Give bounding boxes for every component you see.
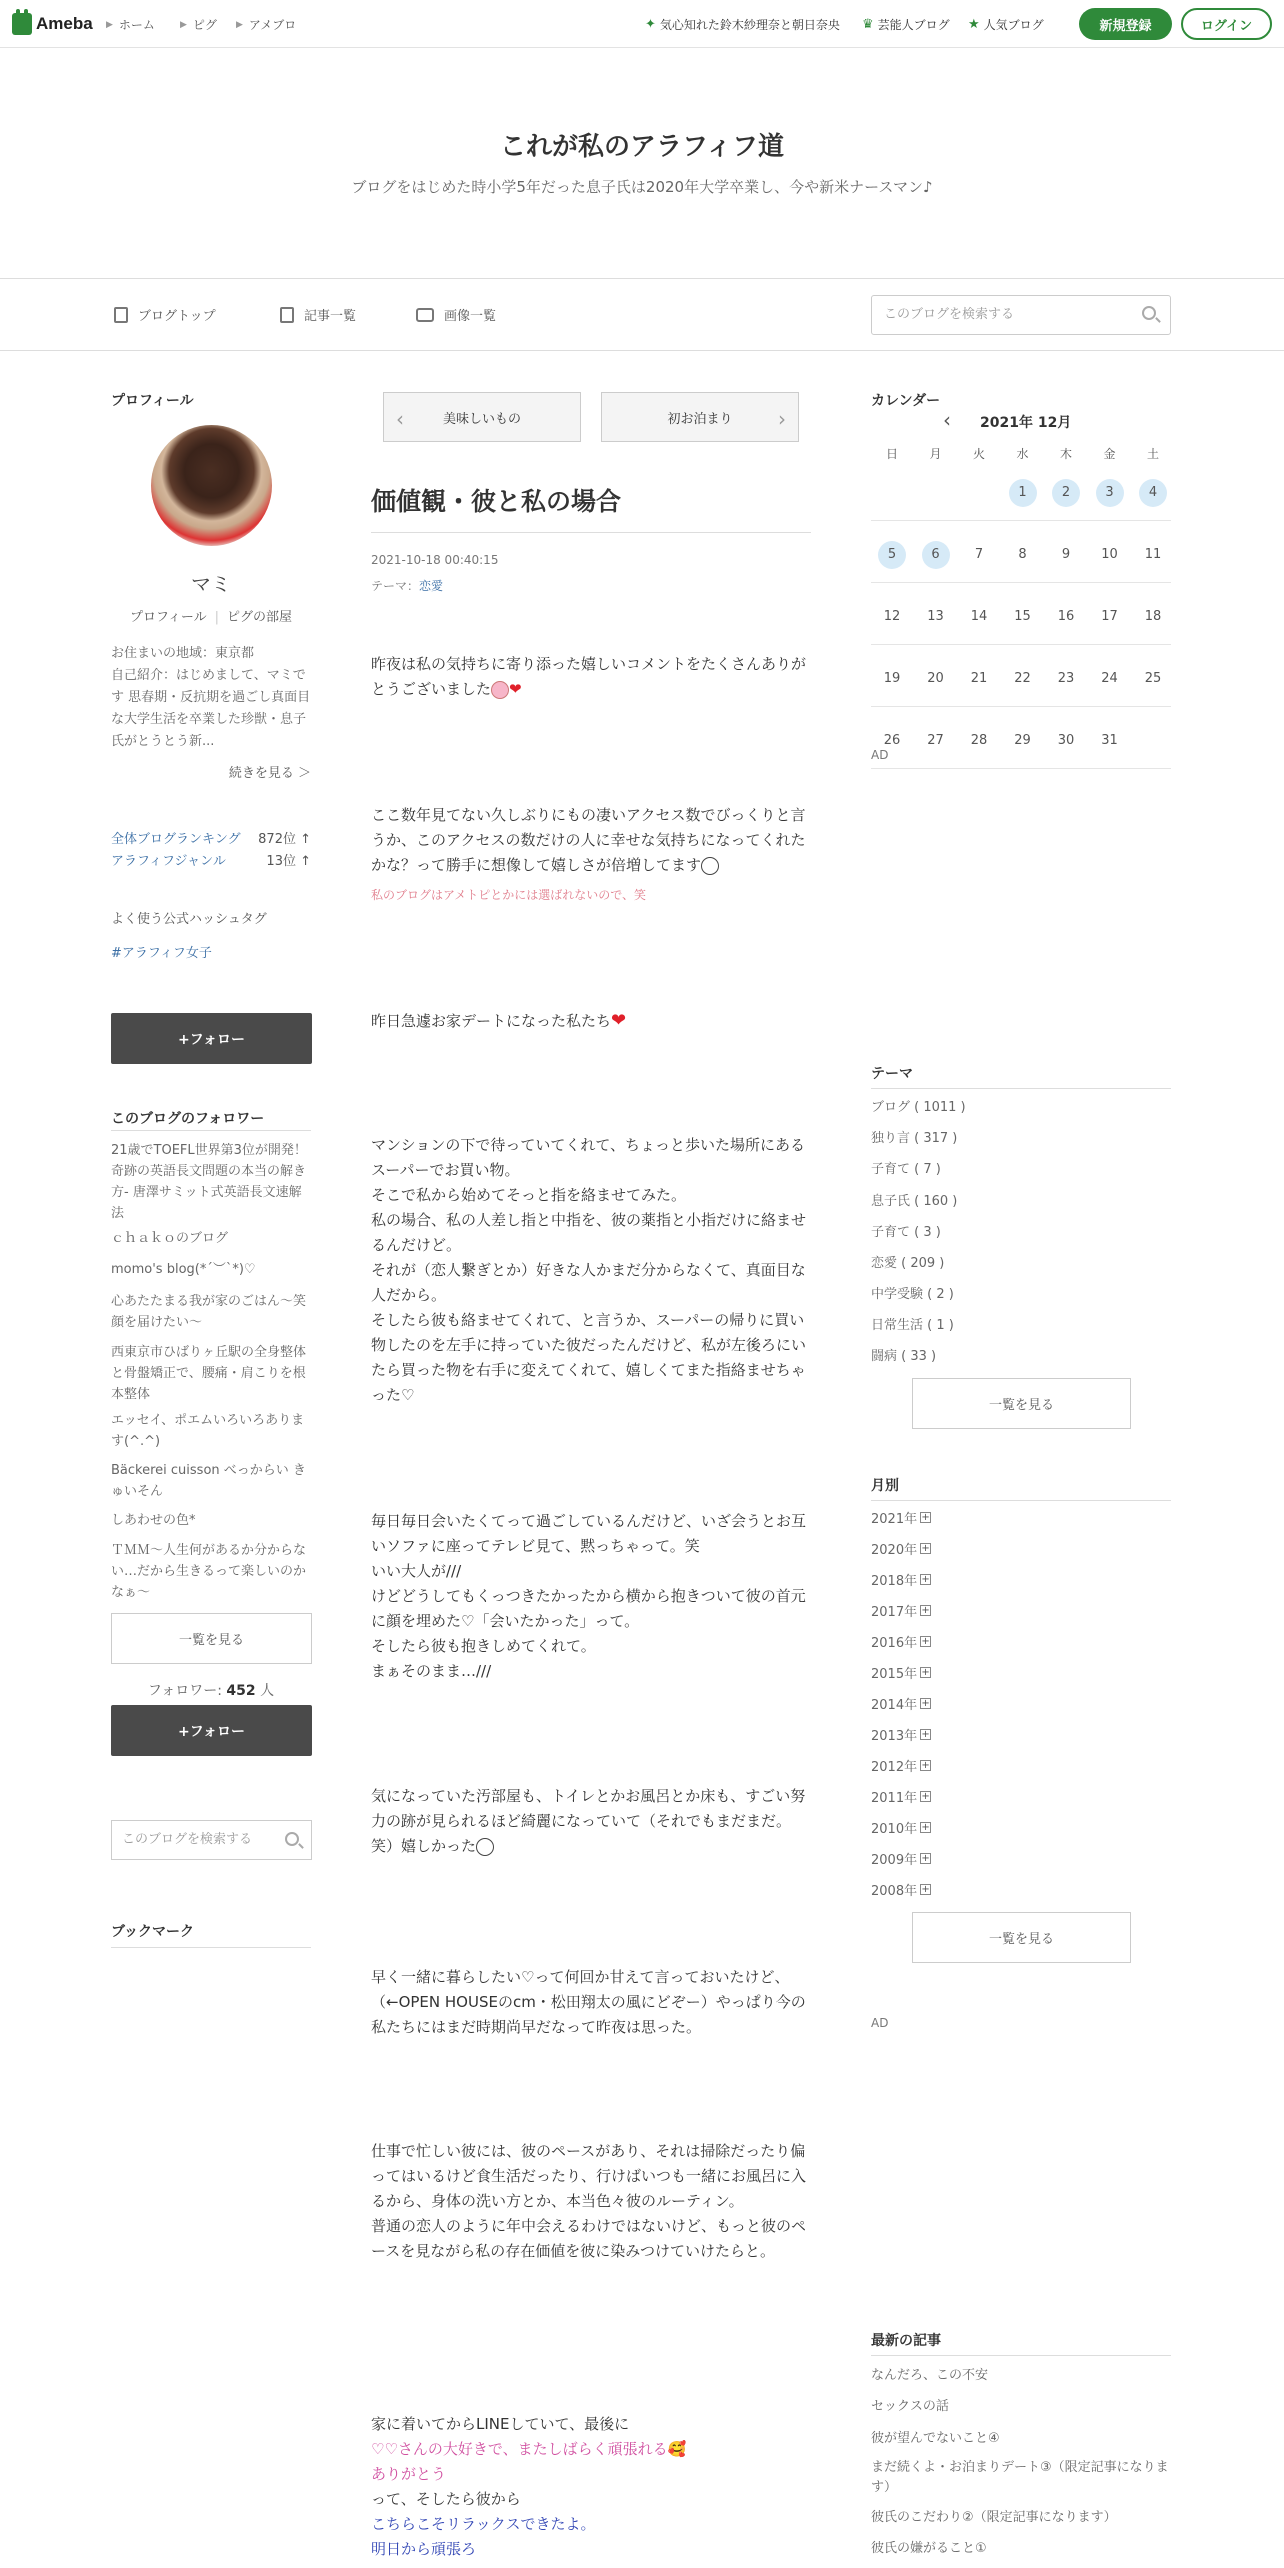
post-date: 2021-10-18 00:40:15 (371, 553, 499, 567)
avatar[interactable] (151, 425, 272, 546)
calendar-weekday: 日 (885, 447, 898, 461)
blog-title[interactable]: これが私のアラフィフ道 (500, 132, 784, 162)
follower-item[interactable]: 心あたたまる我が家のごはん〜笑顔を届けたい〜 (111, 1294, 307, 1330)
expand-icon[interactable]: + (921, 1636, 930, 1647)
prev-post-button[interactable]: ‹ 美味しいもの (383, 392, 581, 442)
top-bar (0, 0, 1284, 48)
calendar-day: 17 (1101, 609, 1118, 624)
month-archive-item[interactable]: 2015年 + (871, 1667, 930, 1682)
month-archive-item[interactable]: 2020年 + (871, 1543, 930, 1558)
follower-item[interactable]: 西東京市ひばりヶ丘駅の全身整体と骨盤矯正で、腰痛・肩こりを根本整体 (111, 1345, 307, 1402)
expand-icon[interactable]: + (921, 1853, 930, 1864)
divider (111, 1947, 311, 1948)
calendar-day: 26 (883, 733, 901, 748)
breadcrumb-ameblo[interactable]: ▶ アメブロ (236, 18, 297, 32)
post-paragraph: 仕事で忙しい彼には、彼のペースがあり、それは掃除だったり偏ってはいるけど食生活だったり、行けばいつも一緒にお風呂に入るから、身体の洗い方とか、本当色々彼のルーティン。 普通の恋人のように年中会えるわけではないけど、もっと彼のペースを見ながら私の存在価値を彼に染みつけていけたらと。 (371, 2142, 807, 2260)
theme-item[interactable]: 子育て ( 3 ) (871, 1225, 941, 1240)
star-icon: ★ (968, 17, 980, 32)
sparkle-icon: ✦ (645, 17, 656, 32)
post-paragraph: 毎日毎日会いたくてって過ごしているんだけど、いざ会うとお互いソファに座ってテレビ見て、黙っちゃって。笑 いい大人が/// けどどうしてもくっつきたかったから横から抱きついて彼の首元に顔を埋めた♡「会いたかった」って。 そしたら彼も抱きしめてくれて。 まぁそのまま…/// (371, 1512, 807, 1680)
divider (871, 706, 1171, 707)
month-archive-item[interactable]: 2017年 + (871, 1605, 930, 1620)
calendar-day: 9 (1061, 547, 1071, 562)
popular-blog-link[interactable]: ★ 人気ブログ (968, 17, 1044, 32)
month-archive-item[interactable]: 2016年 + (871, 1636, 930, 1651)
follower-item[interactable]: しあわせの色* (111, 1513, 196, 1528)
post-paragraph: マンションの下で待っていてくれて、ちょっと歩いた場所にあるスーパーでお買い物。 そこで私から始めてそっと指を絡ませてみた。 私の場合、私の人差し指と中指を、彼の薬指と小指だけに絡ませるんだけど。 それが（恋人繋ぎとか）好きな人かまだ分からなくて、真面目な人だから。 そしたら彼も絡ませてくれて、と言うか、スーパーの帰りに買い物したのを左手に持っていた彼だったんだけど、私が左後ろにいたら買った物を右手に変えてくれて、嬉しくてまた指絡ませちゃった♡ (371, 1136, 807, 1404)
calendar-heading: カレンダー (871, 393, 941, 409)
theme-item[interactable]: 子育て ( 7 ) (871, 1162, 941, 1177)
divider (871, 644, 1171, 645)
month-archive-item[interactable]: 2012年 + (871, 1760, 930, 1775)
month-archive-item[interactable]: 2014年 + (871, 1698, 930, 1713)
profile-links: プロフィール | ピグの部屋 (129, 610, 293, 625)
divider (871, 582, 1171, 583)
pigg-room-link[interactable]: ピグの部屋 (227, 610, 293, 625)
follow-button-2[interactable]: +フォロー (111, 1705, 312, 1756)
theme-item[interactable]: ブログ ( 1011 ) (871, 1100, 966, 1115)
profile-more-link[interactable]: 続きを見る ＞ (228, 766, 311, 781)
latest-item[interactable]: 彼が望んでないこと④ (871, 2431, 1000, 2446)
breadcrumb-home[interactable]: ▶ ホーム (106, 18, 155, 32)
blog-description: ブログをはじめた時小学5年だった息子氏は2020年大学卒業し、今や新米ナースマン♪ (351, 178, 933, 196)
ameba-logo-icon (12, 13, 32, 35)
expand-icon[interactable]: + (921, 1512, 930, 1523)
chevron-right-icon: ▶ (236, 19, 243, 30)
calendar-day: 27 (927, 733, 944, 748)
login-button[interactable]: ログイン (1181, 8, 1272, 40)
followers-see-all-button[interactable]: 一覧を見る (111, 1613, 312, 1664)
face-emoji-icon (476, 1838, 494, 1856)
expand-icon[interactable]: + (921, 1543, 930, 1554)
theme-item[interactable]: 日常生活 ( 1 ) (871, 1318, 954, 1333)
theme-item[interactable]: 独り言 ( 317 ) (871, 1131, 958, 1146)
divider (871, 2355, 1171, 2356)
calendar-day: 13 (927, 609, 944, 624)
calendar-day: 11 (1144, 547, 1162, 562)
calendar-day[interactable]: 5 (878, 541, 906, 569)
nav-article-list[interactable]: 記事一覧 (280, 305, 356, 324)
monthly-heading: 月別 (871, 1478, 899, 1494)
calendar-day[interactable]: 6 (922, 541, 950, 569)
theme-item[interactable]: 恋愛 ( 209 ) (871, 1256, 945, 1271)
calendar-day: 7 (974, 547, 984, 562)
calendar-prev-icon[interactable]: ‹ (943, 408, 951, 432)
calendar-day: 16 (1057, 609, 1075, 624)
ad-label: AD (871, 2016, 889, 2030)
follower-item[interactable]: 21歳でTOEFL世界第3位が開発！奇跡の英語長文問題の本当の解き方- 唐澤サミット式英語長文速解法 (111, 1143, 307, 1221)
post-paragraph: 昨夜は私の気持ちに寄り添った嬉しいコメントをたくさんありがとうございました ❤ (371, 655, 807, 698)
search-icon[interactable] (285, 1832, 299, 1846)
post-paragraph: 家に着いてからLINEしていて、最後に ♡♡さんの大好きで、またしばらく頑張れる🥰 ありがとう って、そしたら彼から こちらこそリラックスできたよ。 明日から頑張ろ (371, 2415, 687, 2558)
calendar-day[interactable]: 1 (1009, 479, 1037, 507)
expand-icon[interactable]: + (921, 1791, 930, 1802)
calendar-weekday: 木 (1059, 447, 1072, 461)
chevron-right-icon: ▶ (180, 19, 187, 30)
calendar-day: 25 (1144, 671, 1162, 686)
post-paragraph: 気になっていた汚部屋も、トイレとかお風呂とか床も、すごい努力の跡が見られるほど綺麗になっていて（それでもまだまだ。笑）嬉しかった (371, 1787, 806, 1855)
theme-item[interactable]: 闘病 ( 33 ) (871, 1349, 937, 1364)
profile-heading: プロフィール (111, 393, 194, 409)
expand-icon[interactable]: + (921, 1605, 930, 1616)
calendar-day: 18 (1144, 609, 1162, 624)
post-paragraph: ここ数年見てない久しぶりにもの凄いアクセス数でびっくりと言うか、このアクセスの数だけの人に幸せな気持ちになってくれたかな？って勝手に想像して嬉しさが倍増してます (371, 806, 806, 874)
divider (871, 1088, 1171, 1089)
ranking-genre[interactable]: アラフィフジャンル 13位 ↑ (111, 854, 311, 869)
heart-icon: ❤ (509, 680, 522, 698)
divider (871, 768, 1171, 769)
month-archive-item[interactable]: 2010年 + (871, 1822, 930, 1837)
divider (371, 532, 811, 533)
calendar-day: 30 (1057, 733, 1075, 748)
chevron-right-icon: › (778, 407, 786, 431)
expand-icon[interactable]: + (921, 1729, 930, 1740)
themes-heading: テーマ (871, 1066, 913, 1082)
month-archive-item[interactable]: 2008年 + (871, 1884, 930, 1899)
calendar-day: 28 (970, 733, 988, 748)
calendar-day: 23 (1057, 671, 1075, 686)
celebrity-blog-link[interactable]: ♛ 芸能人ブログ (862, 17, 950, 32)
calendar-day: 15 (1014, 609, 1031, 624)
post-note: 私のブログはアメトピとかには選ばれないので、笑 (371, 888, 647, 902)
latest-heading: 最新の記事 (871, 2333, 941, 2349)
pig-emoji-icon (491, 681, 509, 699)
hashtag-heading: よく使う公式ハッシュタグ (111, 912, 267, 927)
ad-label: AD (871, 748, 889, 762)
post-paragraph: 早く一緒に暮らしたい♡って何回か甘えて言っておいたけど、（←OPEN HOUSEのcm・松田翔太の風にどぞー）やっぱり今の私たちにはまだ時期尚早だなって昨夜は思った。 (371, 1968, 806, 2036)
sidebar-search-input[interactable]: このブログを検索する (111, 1820, 312, 1860)
calendar-month: 2021年 12月 (980, 415, 1072, 431)
nav-blog-top[interactable]: ブログトップ (114, 305, 216, 324)
blog-nav (0, 278, 1284, 351)
calendar-day: 31 (1101, 733, 1118, 748)
follower-count: フォロワー: 452 人 (147, 1683, 275, 1699)
calendar-day: 24 (1101, 671, 1118, 686)
profile-bio: お住まいの地域：東京都 自己紹介：はじめまして、マミです 思春期・反抗期を過ごし真面目な大学生活を卒業した珍獣・息子氏がとうとう新... (111, 646, 311, 749)
calendar-day: 12 (883, 609, 901, 624)
featured-topic-link[interactable]: ✦ 気心知れた鈴木紗理奈と朝日奈央 (645, 17, 840, 32)
post-theme: テーマ：恋愛 (371, 579, 444, 593)
calendar-day[interactable]: 4 (1139, 479, 1167, 507)
calendar-weekday: 土 (1146, 447, 1159, 461)
calendar-day: 19 (883, 671, 901, 686)
calendar-day: 10 (1101, 547, 1118, 562)
divider (871, 520, 1171, 521)
blog-search-input[interactable]: このブログを検索する (871, 295, 1171, 335)
themes-see-all-button[interactable]: 一覧を見る (912, 1378, 1131, 1429)
latest-item[interactable]: 彼氏のこだわり②（限定記事になります） (871, 2510, 1117, 2525)
nav-image-list[interactable]: 画像一覧 (416, 305, 496, 324)
next-post-button[interactable]: 初お泊まり › (601, 392, 799, 442)
follower-item[interactable]: ＴＭＭ～人生何があるか分からない…だから生きるって楽しいのかなぁ～ (111, 1543, 307, 1600)
follower-item[interactable]: エッセイ、ポエムいろいろあります(^.^) (111, 1413, 305, 1449)
month-archive-item[interactable]: 2021年 + (871, 1512, 930, 1527)
theme-item[interactable]: 息子氏 ( 160 ) (871, 1194, 958, 1209)
ameba-logo[interactable]: Ameba (12, 11, 93, 37)
monthly-see-all-button[interactable]: 一覧を見る (912, 1912, 1131, 1963)
calendar-day[interactable]: 3 (1096, 479, 1124, 507)
document-icon (114, 307, 128, 323)
chevron-left-icon: ‹ (396, 407, 404, 431)
calendar-weekday: 火 (972, 447, 985, 461)
heart-icon: ❤ (611, 1010, 627, 1031)
signup-button[interactable]: 新規登録 (1079, 8, 1172, 40)
ranking-overall[interactable]: 全体ブログランキング 872位 ↑ (111, 832, 311, 847)
latest-item[interactable]: まだ続くよ・お泊まりデート③（限定記事になります） (871, 2460, 1169, 2495)
camera-icon (416, 308, 434, 322)
expand-icon[interactable]: + (921, 1698, 930, 1709)
divider (111, 1130, 311, 1131)
chevron-right-icon: ▶ (106, 19, 113, 30)
expand-icon[interactable]: + (921, 1760, 930, 1771)
expand-icon[interactable]: + (921, 1822, 930, 1833)
crown-icon: ♛ (862, 17, 874, 32)
calendar-weekday: 水 (1016, 447, 1029, 461)
calendar-day: 21 (970, 671, 988, 686)
latest-item[interactable]: 彼氏の嫌がること① (871, 2541, 987, 2556)
search-icon[interactable] (1142, 306, 1156, 320)
calendar-day: 22 (1014, 671, 1031, 686)
face-emoji-icon (701, 857, 719, 875)
profile-name[interactable]: マミ (191, 572, 231, 596)
month-archive-item[interactable]: 2009年 + (871, 1853, 930, 1868)
calendar-day: 8 (1018, 547, 1027, 562)
bookmark-heading: ブックマーク (111, 1924, 195, 1940)
copy-icon (280, 307, 294, 323)
expand-icon[interactable]: + (921, 1574, 930, 1585)
follow-button[interactable]: +フォロー (111, 1013, 312, 1064)
month-archive-item[interactable]: 2018年 + (871, 1574, 930, 1589)
calendar-day: 29 (1014, 733, 1031, 748)
calendar-weekday: 金 (1103, 447, 1116, 461)
calendar-weekday: 月 (929, 447, 942, 461)
followers-heading: このブログのフォロワー (111, 1111, 265, 1127)
theme-item[interactable]: 中学受験 ( 2 ) (871, 1287, 954, 1302)
follower-item[interactable]: momo's blog(*´︶`*)♡ (111, 1262, 256, 1277)
hashtag-link[interactable]: #アラフィフ女子 (111, 946, 212, 961)
follower-item[interactable]: Bäckerei cuisson べっからい きゅいそん (111, 1463, 306, 1499)
breadcrumb-pigg[interactable]: ▶ ピグ (180, 18, 217, 32)
calendar-day: 20 (927, 671, 944, 686)
expand-icon[interactable]: + (921, 1884, 930, 1895)
post-title[interactable]: 価値観・彼と私の場合 (371, 487, 622, 516)
expand-icon[interactable]: + (921, 1667, 930, 1678)
month-archive-item[interactable]: 2011年 + (871, 1791, 930, 1806)
latest-item[interactable]: なんだろ、この不安 (871, 2368, 989, 2383)
post-theme-link[interactable]: 恋愛 (419, 579, 444, 593)
latest-item[interactable]: セックスの話 (871, 2399, 949, 2414)
month-archive-item[interactable]: 2013年 + (871, 1729, 930, 1744)
follower-item[interactable]: ｃｈａｋｏのブログ (111, 1231, 229, 1246)
calendar-day[interactable]: 2 (1052, 479, 1080, 507)
divider (871, 1500, 1171, 1501)
profile-link[interactable]: プロフィール (129, 610, 207, 625)
calendar-day: 14 (970, 609, 988, 624)
post-paragraph: 昨日急遽お家デートになった私たち❤ (371, 1010, 627, 1031)
